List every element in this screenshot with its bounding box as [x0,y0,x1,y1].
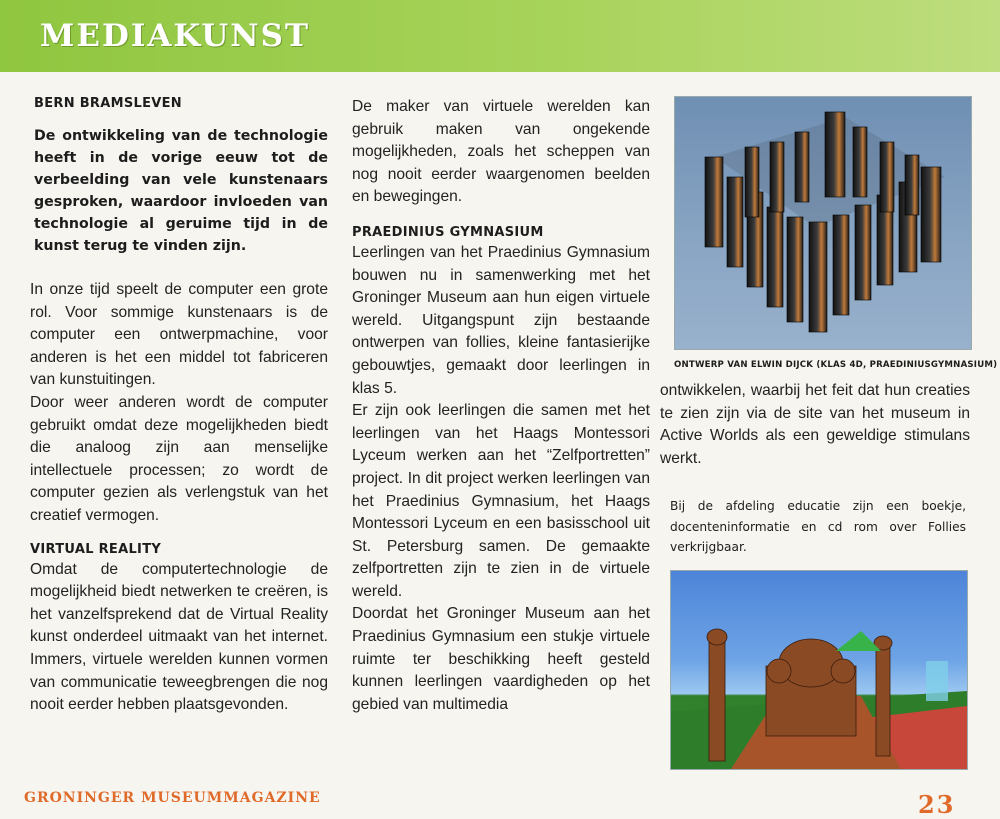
page-number: 23 [918,790,956,819]
column-right [660,96,998,770]
virtual-worlds-paragraph: De maker van virtuele werelden kan gebruik maken van ongekende mogelijkheden, zoals het scheppen van nog nooit eerder waargenomen beelden en bewegingen. [352,98,650,206]
lead-paragraph: De ontwikkeling van de technologie heeft in de vorige eeuw tot de verbeelding van vele kunstenaars gesproken, waardoor invloeden van technologie al geruime tijd in de kunst terug te vinden zijn. [34,128,328,254]
magazine-name: GRONINGER MUSEUMMAGAZINE [24,790,321,806]
author-byline: BERN BRAMSLEVEN [34,96,182,111]
intro-paragraph-1: In onze tijd speelt de computer een grote rol. Voor sommige kunstenaars is de computer een ontwerpmachine, voor anderen is het een middel tot fabriceren van kunstuitingen. [30,281,328,389]
continuation-paragraph: ontwikkelen, waarbij het feit dat hun creaties te zien zijn via de site van het museum in Active Worlds als een geweldige stimulans werkt. [660,382,970,467]
page-header-band [0,0,1000,72]
virtual-world-screenshot-image [670,570,968,770]
praedinius-paragraph-2: Er zijn ook leerlingen die samen met het leerlingen van het Haags Montessori Lyceum werken aan het “Zelfportretten” project. In dit project werken leerlingen van het Praedinius Gymnasium, het Haags Montessori Lyceum en een basisschool uit St. Petersburg samen. De gemaakte zelfportretten zijn te zien in de virtuele wereld. [352,402,650,600]
praedinius-paragraph-3: Doordat het Groninger Museum aan het Praedinius Gymnasium een stukje virtuele ruimte ter beschikking heeft gesteld kunnen leerlingen vaardigheden op het gebied van multimedia [352,605,650,713]
column-middle [352,96,650,716]
virtual-reality-paragraph: Omdat de computertechnologie de mogelijkheid biedt netwerken te creëren, is het vanzelfsprekend dat de Virtual Reality kunst onderdeel uitmaakt van het internet. Immers, virtuele werelden kunnen vormen van communicatie teweegbrengen die nog nooit eerder hebben plaatsgevonden. [30,560,328,714]
virtual-palace-illustration [671,571,967,769]
photo-caption: ONTWERP VAN ELWIN DIJCK (KLAS 4D, PRAEDINIUSGYMNASIUM) [674,360,998,370]
praedinius-paragraph-1: Leerlingen van het Praedinius Gymnasium bouwen nu in samenwerking met het Groninger Museum aan hun eigen virtuele wereld. Uitgangspunt zijn bestaande ontwerpen van follies, kleine fantasierijke gebouwtjes, gemaakt door leerlingen in klas 5. [352,243,650,397]
column-left [30,96,328,717]
virtual-reality-heading: VIRTUAL REALITY [30,541,162,557]
cylinder-folly-illustration [675,97,971,349]
praedinius-heading: PRAEDINIUS GYMNASIUM [352,224,544,240]
section-title: MEDIAKUNST [40,18,311,54]
intro-paragraph-2: Door weer anderen wordt de computer gebruikt omdat deze mogelijkheden biedt die analoog zijn aan menselijke intellectuele processen; zo wordt de computer gezien als verlengstuk van het creatief vermogen. [30,393,328,524]
folly-3d-render-image [674,96,972,350]
education-note: Bij de afdeling educatie zijn een boekje, docenteninformatie en cd rom over Follies verkrijgbaar. [670,499,966,555]
